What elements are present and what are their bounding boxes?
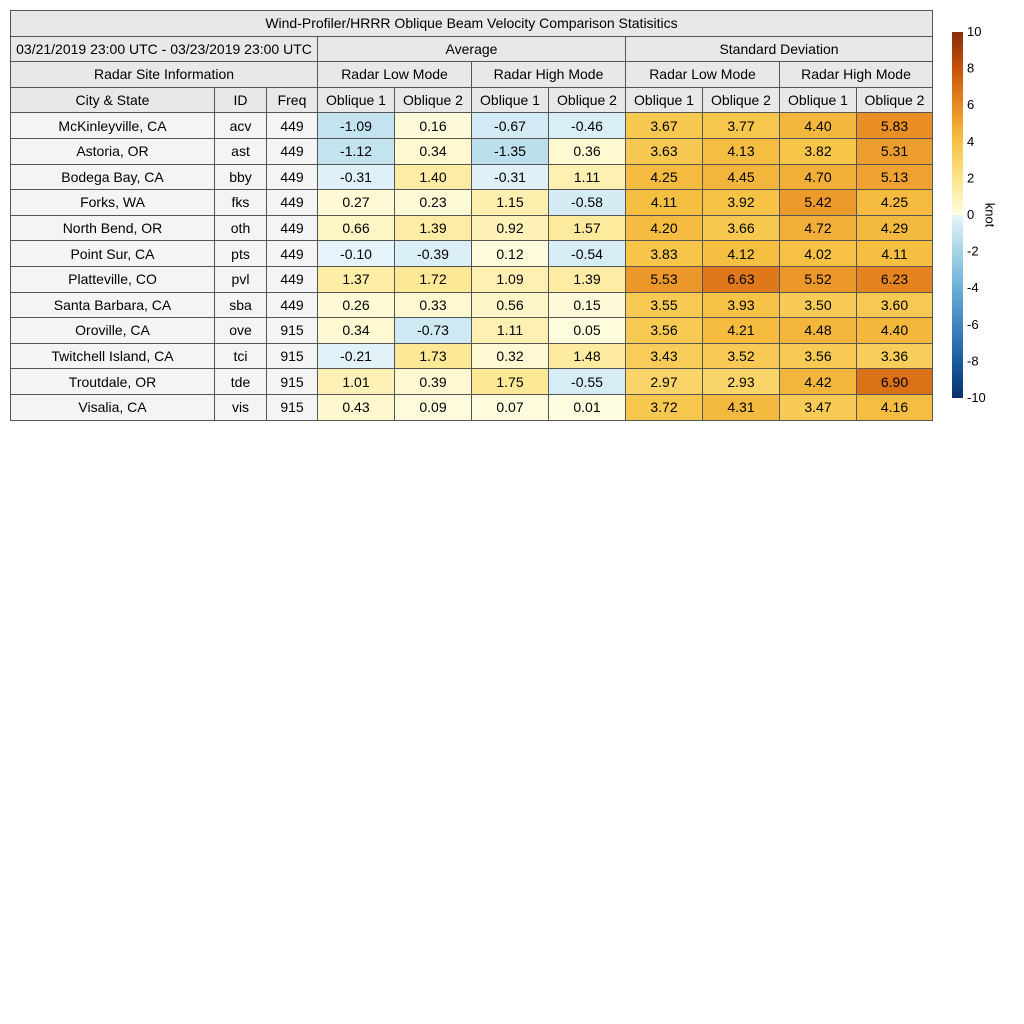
value-cell: 3.72	[626, 394, 703, 420]
site-city: Platteville, CO	[11, 266, 215, 292]
value-cell: 1.40	[395, 164, 472, 190]
value-cell: 5.42	[780, 190, 857, 216]
value-cell: 0.07	[472, 394, 549, 420]
value-cell: 0.12	[472, 241, 549, 267]
site-city: North Bend, OR	[11, 215, 215, 241]
site-freq: 915	[267, 318, 318, 344]
site-city: Forks, WA	[11, 190, 215, 216]
value-cell: -0.21	[318, 343, 395, 369]
column-header-oblique: Oblique 2	[549, 87, 626, 113]
mode-header: Radar High Mode	[780, 62, 933, 88]
site-city: Point Sur, CA	[11, 241, 215, 267]
colorbar-tick-label: 4	[967, 133, 975, 149]
value-cell: 3.77	[703, 113, 780, 139]
value-cell: 0.36	[549, 138, 626, 164]
value-cell: 0.43	[318, 394, 395, 420]
column-header-freq: Freq	[267, 87, 318, 113]
site-freq: 915	[267, 369, 318, 395]
value-cell: 4.70	[780, 164, 857, 190]
colorbar-tick-label: -6	[967, 316, 979, 332]
value-cell: 0.33	[395, 292, 472, 318]
value-cell: -0.73	[395, 318, 472, 344]
value-cell: 5.52	[780, 266, 857, 292]
column-header-oblique: Oblique 1	[318, 87, 395, 113]
value-cell: 0.23	[395, 190, 472, 216]
value-cell: 0.34	[318, 318, 395, 344]
table-row	[11, 215, 933, 241]
value-cell: 3.36	[857, 343, 933, 369]
value-cell: 4.40	[780, 113, 857, 139]
column-header-oblique: Oblique 1	[780, 87, 857, 113]
value-cell: 0.05	[549, 318, 626, 344]
value-cell: 4.11	[857, 241, 933, 267]
colorbar-tick-label: -8	[967, 353, 979, 369]
mode-header: Radar Low Mode	[318, 62, 472, 88]
value-cell: 3.56	[626, 318, 703, 344]
value-cell: 4.12	[703, 241, 780, 267]
site-freq: 449	[267, 215, 318, 241]
value-cell: 1.57	[549, 215, 626, 241]
value-cell: 1.48	[549, 343, 626, 369]
value-cell: 3.56	[780, 343, 857, 369]
value-cell: 0.56	[472, 292, 549, 318]
value-cell: 4.72	[780, 215, 857, 241]
value-cell: -0.46	[549, 113, 626, 139]
column-header-city: City & State	[11, 87, 215, 113]
value-cell: 3.66	[703, 215, 780, 241]
value-cell: 1.15	[472, 190, 549, 216]
value-cell: 5.83	[857, 113, 933, 139]
value-cell: 5.31	[857, 138, 933, 164]
table-row	[11, 190, 933, 216]
value-cell: 3.43	[626, 343, 703, 369]
colorbar-tick-label: -2	[967, 243, 979, 259]
colorbar-tick-label: 0	[967, 207, 975, 222]
value-cell: 0.16	[395, 113, 472, 139]
value-cell: -0.55	[549, 369, 626, 395]
value-cell: 0.26	[318, 292, 395, 318]
site-freq: 915	[267, 343, 318, 369]
column-header-oblique: Oblique 2	[395, 87, 472, 113]
value-cell: 3.83	[626, 241, 703, 267]
value-cell: 4.20	[626, 215, 703, 241]
value-cell: 0.92	[472, 215, 549, 241]
value-cell: 3.50	[780, 292, 857, 318]
site-id: sba	[215, 292, 267, 318]
table-row	[11, 138, 933, 164]
value-cell: 4.40	[857, 318, 933, 344]
value-cell: 2.97	[626, 369, 703, 395]
value-cell: 3.63	[626, 138, 703, 164]
value-cell: 3.55	[626, 292, 703, 318]
value-cell: -0.10	[318, 241, 395, 267]
site-freq: 449	[267, 292, 318, 318]
value-cell: 5.53	[626, 266, 703, 292]
site-freq: 449	[267, 241, 318, 267]
mode-header: Radar Low Mode	[626, 62, 780, 88]
value-cell: 6.63	[703, 266, 780, 292]
value-cell: 3.92	[703, 190, 780, 216]
value-cell: 1.09	[472, 266, 549, 292]
value-cell: -0.39	[395, 241, 472, 267]
colorbar-tick-label: -10	[967, 390, 986, 405]
value-cell: 0.09	[395, 394, 472, 420]
date-range: 03/21/2019 23:00 UTC - 03/23/2019 23:00 UTC	[11, 36, 318, 62]
value-cell: -0.31	[318, 164, 395, 190]
column-header-id: ID	[215, 87, 267, 113]
site-id: acv	[215, 113, 267, 139]
site-freq: 915	[267, 394, 318, 420]
table-row	[11, 292, 933, 318]
value-cell: 0.27	[318, 190, 395, 216]
site-info-header: Radar Site Information	[11, 62, 318, 88]
value-cell: 3.67	[626, 113, 703, 139]
site-freq: 449	[267, 113, 318, 139]
value-cell: 4.25	[857, 190, 933, 216]
value-cell: 0.32	[472, 343, 549, 369]
site-id: pts	[215, 241, 267, 267]
mode-header: Radar High Mode	[472, 62, 626, 88]
value-cell: 0.66	[318, 215, 395, 241]
value-cell: 6.23	[857, 266, 933, 292]
site-city: Visalia, CA	[11, 394, 215, 420]
value-cell: 4.02	[780, 241, 857, 267]
value-cell: 1.37	[318, 266, 395, 292]
value-cell: 6.90	[857, 369, 933, 395]
site-freq: 449	[267, 190, 318, 216]
value-cell: 1.73	[395, 343, 472, 369]
table-row	[11, 113, 933, 139]
colorbar-gradient	[952, 32, 963, 398]
site-id: oth	[215, 215, 267, 241]
site-id: ast	[215, 138, 267, 164]
value-cell: -0.58	[549, 190, 626, 216]
group-average: Average	[318, 36, 626, 62]
value-cell: 0.39	[395, 369, 472, 395]
site-id: pvl	[215, 266, 267, 292]
table-row	[11, 369, 933, 395]
value-cell: 4.42	[780, 369, 857, 395]
table-row	[11, 241, 933, 267]
colorbar-tick-label: 2	[967, 170, 975, 186]
colorbar-label: knot	[982, 202, 998, 228]
site-city: Astoria, OR	[11, 138, 215, 164]
table-row	[11, 343, 933, 369]
column-header-oblique: Oblique 2	[703, 87, 780, 113]
table-title: Wind-Profiler/HRRR Oblique Beam Velocity Comparison Statisitics	[11, 11, 933, 37]
colorbar	[948, 24, 1008, 408]
value-cell: 4.11	[626, 190, 703, 216]
site-id: fks	[215, 190, 267, 216]
colorbar-tick-label: 6	[967, 97, 975, 113]
value-cell: 3.82	[780, 138, 857, 164]
column-header-oblique: Oblique 1	[626, 87, 703, 113]
value-cell: 3.60	[857, 292, 933, 318]
table-row	[11, 394, 933, 420]
value-cell: 3.93	[703, 292, 780, 318]
value-cell: 1.72	[395, 266, 472, 292]
table-row	[11, 266, 933, 292]
value-cell: 0.34	[395, 138, 472, 164]
value-cell: 1.75	[472, 369, 549, 395]
value-cell: 4.25	[626, 164, 703, 190]
site-id: bby	[215, 164, 267, 190]
site-freq: 449	[267, 138, 318, 164]
value-cell: 4.13	[703, 138, 780, 164]
value-cell: 2.93	[703, 369, 780, 395]
colorbar-tick-label: -4	[967, 280, 979, 296]
value-cell: 4.48	[780, 318, 857, 344]
group-standard-deviation: Standard Deviation	[626, 36, 933, 62]
column-header-oblique: Oblique 1	[472, 87, 549, 113]
site-city: Oroville, CA	[11, 318, 215, 344]
value-cell: 4.31	[703, 394, 780, 420]
value-cell: 1.11	[472, 318, 549, 344]
value-cell: 4.29	[857, 215, 933, 241]
value-cell: 3.52	[703, 343, 780, 369]
value-cell: 4.21	[703, 318, 780, 344]
value-cell: -0.67	[472, 113, 549, 139]
value-cell: -1.35	[472, 138, 549, 164]
value-cell: -1.12	[318, 138, 395, 164]
value-cell: 1.39	[549, 266, 626, 292]
value-cell: -1.09	[318, 113, 395, 139]
table-row	[11, 164, 933, 190]
value-cell: 1.01	[318, 369, 395, 395]
site-id: tci	[215, 343, 267, 369]
colorbar-tick-label: 8	[967, 60, 975, 76]
value-cell: 1.39	[395, 215, 472, 241]
value-cell: 3.47	[780, 394, 857, 420]
site-city: Bodega Bay, CA	[11, 164, 215, 190]
value-cell: -0.54	[549, 241, 626, 267]
value-cell: 4.16	[857, 394, 933, 420]
site-city: McKinleyville, CA	[11, 113, 215, 139]
value-cell: 1.11	[549, 164, 626, 190]
value-cell: 0.15	[549, 292, 626, 318]
table-row	[11, 318, 933, 344]
value-cell: 4.45	[703, 164, 780, 190]
site-freq: 449	[267, 164, 318, 190]
site-city: Troutdale, OR	[11, 369, 215, 395]
site-city: Twitchell Island, CA	[11, 343, 215, 369]
site-city: Santa Barbara, CA	[11, 292, 215, 318]
value-cell: 5.13	[857, 164, 933, 190]
site-id: tde	[215, 369, 267, 395]
column-header-oblique: Oblique 2	[857, 87, 933, 113]
site-id: ove	[215, 318, 267, 344]
site-id: vis	[215, 394, 267, 420]
statistics-table	[10, 10, 933, 421]
value-cell: 0.01	[549, 394, 626, 420]
value-cell: -0.31	[472, 164, 549, 190]
site-freq: 449	[267, 266, 318, 292]
colorbar-tick-label: 10	[967, 24, 982, 39]
